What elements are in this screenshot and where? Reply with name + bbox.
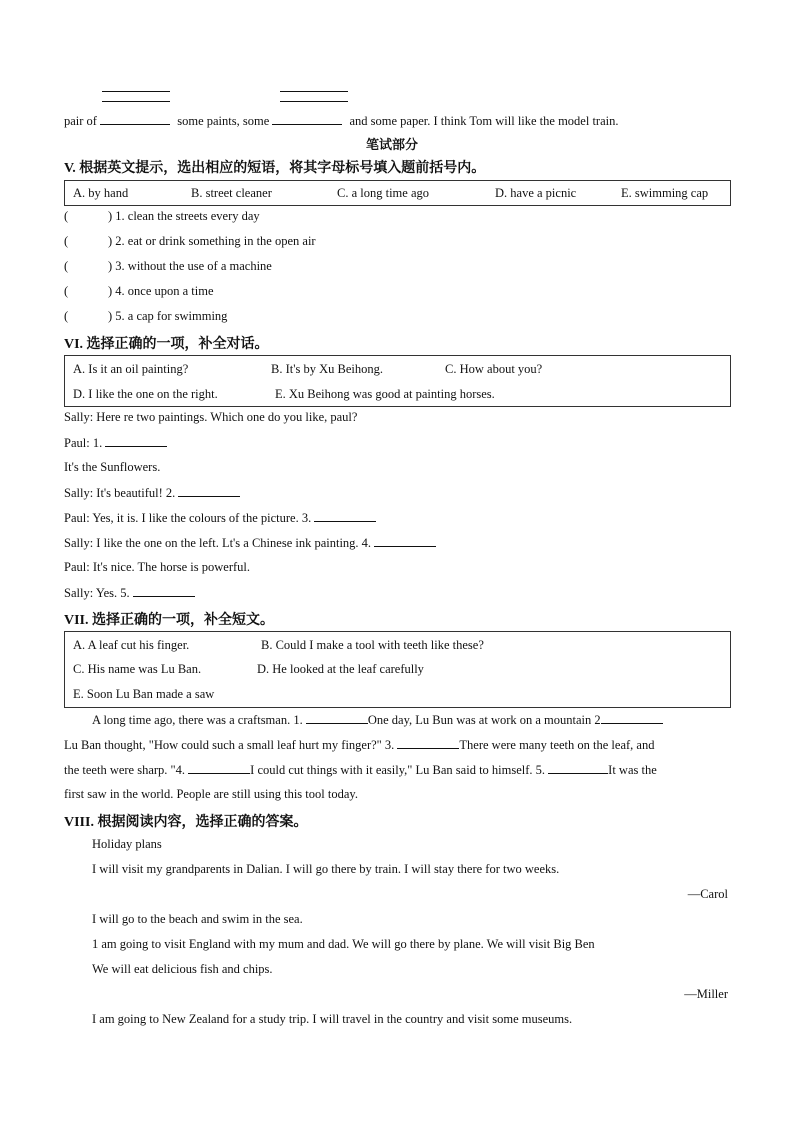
option: B. street cleaner bbox=[191, 186, 272, 200]
option: D. have a picnic bbox=[495, 186, 577, 200]
question-item: ( ) 1. clean the streets every day bbox=[64, 209, 260, 223]
passage-line: Lu Ban thought, "How could such a small leaf hurt my finger?" 3. There were many teeth on the leaf, and bbox=[64, 738, 655, 752]
option: D. He looked at the leaf carefully bbox=[257, 662, 424, 676]
section-5-heading: V. 根据英文提示，选出相应的短语，将其字母标号填入题前括号内。 bbox=[64, 161, 486, 176]
reading-line: 1 am going to visit England with my mum and dad. We will go there by plane. We will visit Big Ben bbox=[92, 937, 595, 951]
question-item: ( ) 4. once upon a time bbox=[64, 284, 214, 298]
dialogue-line: Paul: Yes, it is. I like the colours of the picture. 3. bbox=[64, 510, 376, 526]
blank[interactable] bbox=[105, 435, 167, 447]
blank[interactable] bbox=[397, 737, 459, 749]
question-item: ( ) 3. without the use of a machine bbox=[64, 259, 272, 273]
option: C. His name was Lu Ban. bbox=[73, 662, 202, 676]
option: B. Could I make a tool with teeth like these? bbox=[261, 638, 484, 652]
top-rest: and some paper. I think Tom will like the model train. bbox=[349, 114, 619, 128]
written-part-title: 笔试部分 bbox=[366, 137, 419, 152]
dialogue-line: Sally: Here re two paintings. Which one do you like, paul? bbox=[64, 410, 358, 424]
blank[interactable] bbox=[601, 712, 663, 724]
reading-title: Holiday plans bbox=[92, 837, 162, 851]
option: A. A leaf cut his finger. bbox=[73, 638, 190, 652]
dialogue-line: Paul: It's nice. The horse is powerful. bbox=[64, 560, 251, 574]
answer-paren[interactable]: ( bbox=[64, 284, 69, 298]
section-8-heading: VIII. 根据阅读内容，选择正确的答案。 bbox=[64, 815, 308, 830]
dialogue-line: Sally: Yes. 5. bbox=[64, 585, 195, 601]
answer-line bbox=[280, 101, 348, 102]
blank[interactable] bbox=[374, 535, 436, 547]
passage-line: A long time ago, there was a craftsman. 1. One day, Lu Bun was at work on a mountain 2 bbox=[92, 712, 663, 728]
passage-line: first saw in the world. People are still using this tool today. bbox=[64, 787, 358, 801]
passage-line: the teeth were sharp. "4. I could cut things with it easily," Lu Ban said to himself. 5. It was the bbox=[64, 763, 657, 777]
top-some-paints: some paints, some bbox=[177, 114, 270, 128]
section-6-heading: VI. 选择正确的一项，补全对话。 bbox=[64, 337, 269, 352]
blank[interactable] bbox=[306, 712, 368, 724]
option: D. I like the one on the right. bbox=[73, 387, 218, 401]
blank[interactable] bbox=[100, 113, 170, 125]
option: A. by hand bbox=[73, 186, 129, 200]
blank[interactable] bbox=[178, 485, 240, 497]
question-item: ( ) 5. a cap for swimming bbox=[64, 309, 228, 323]
option: E. swimming cap bbox=[621, 186, 709, 200]
option: E. Soon Lu Ban made a saw bbox=[73, 687, 215, 701]
blank[interactable] bbox=[133, 585, 195, 597]
answer-line bbox=[102, 91, 170, 92]
reading-line: I will go to the beach and swim in the sea. bbox=[92, 912, 303, 926]
answer-line bbox=[102, 101, 170, 102]
dialogue-line: Sally: I like the one on the left. Lt's a Chinese ink painting. 4. bbox=[64, 535, 436, 551]
reading-line: I am going to New Zealand for a study trip. I will travel in the country and visit some museums. bbox=[92, 1012, 573, 1026]
question-item: ( ) 2. eat or drink something in the open air bbox=[64, 234, 316, 248]
answer-paren[interactable]: ( bbox=[64, 259, 69, 273]
option: E. Xu Beihong was good at painting horses. bbox=[275, 387, 495, 401]
option: A. Is it an oil painting? bbox=[73, 362, 189, 376]
option: B. It's by Xu Beihong. bbox=[271, 362, 383, 376]
section-7-option-box bbox=[64, 631, 731, 708]
signature: —Miller bbox=[684, 987, 728, 1001]
answer-line bbox=[280, 91, 348, 92]
signature: —Carol bbox=[687, 887, 728, 901]
option: C. How about you? bbox=[445, 362, 543, 376]
section-7-heading: VII. 选择正确的一项，补全短文。 bbox=[64, 613, 275, 628]
top-line bbox=[64, 113, 618, 129]
section-6-option-box bbox=[64, 355, 731, 407]
section-5-option-box bbox=[64, 180, 731, 206]
answer-paren[interactable]: ( bbox=[64, 209, 69, 223]
answer-paren[interactable]: ( bbox=[64, 234, 69, 248]
blank[interactable] bbox=[272, 113, 342, 125]
dialogue-line: Paul: 1. bbox=[64, 435, 167, 451]
blank[interactable] bbox=[314, 510, 376, 522]
dialogue-line: It's the Sunflowers. bbox=[64, 460, 161, 474]
dialogue-line: Sally: It's beautiful! 2. bbox=[64, 485, 240, 501]
blank[interactable] bbox=[548, 762, 608, 774]
answer-paren[interactable]: ( bbox=[64, 309, 69, 323]
reading-line: I will visit my grandparents in Dalian. I will go there by train. I will stay there for two weeks. bbox=[92, 862, 560, 876]
top-pair-of: pair of bbox=[64, 114, 97, 128]
reading-line: We will eat delicious fish and chips. bbox=[92, 962, 273, 976]
blank[interactable] bbox=[188, 762, 250, 774]
option: C. a long time ago bbox=[337, 186, 429, 200]
